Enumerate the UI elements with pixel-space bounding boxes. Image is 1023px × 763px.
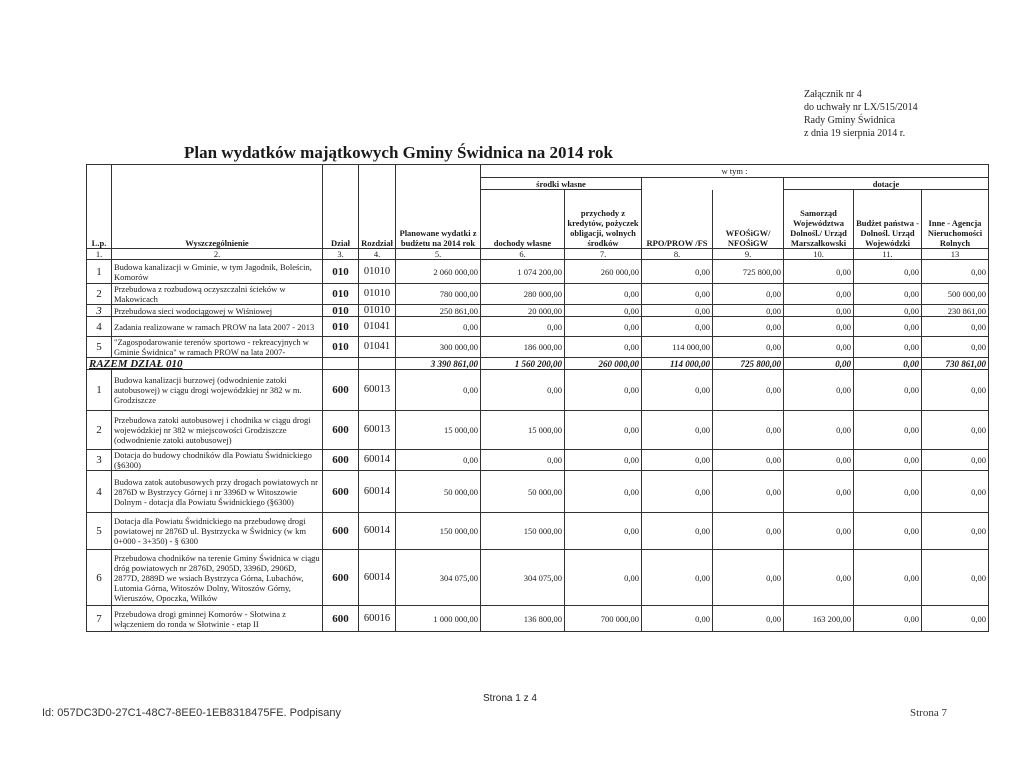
row-description: Zadania realizowane w ramach PROW na lata 2007 - 2013 [112, 317, 323, 337]
table-row [87, 337, 989, 358]
row-description: Budowa zatok autobusowych przy drogach powiatowych nr 2876D w Bystrzycy Górnej i nr 3396D w Witoszowie Dolnym - dotacja dla Powiatu Świdnickiego (§6300) [112, 471, 323, 513]
budget-table [86, 164, 989, 632]
row-rpo: 114 000,00 [642, 337, 713, 358]
row-plan: 15 000,00 [396, 411, 481, 450]
header-lp: L.p. [87, 165, 112, 249]
header-inne: Inne - Agencja Nieruchomości Rolnych [922, 190, 989, 249]
row-wfos: 0,00 [713, 513, 784, 550]
page-title: Plan wydatków majątkowych Gminy Świdnica na 2014 rok [184, 143, 613, 162]
row-plan: 0,00 [396, 450, 481, 471]
row-rpo: 0,00 [642, 260, 713, 284]
row-wfos: 0,00 [713, 305, 784, 317]
row-przychody: 0,00 [565, 411, 642, 450]
row-dzial: 600 [323, 550, 359, 606]
row-samorzad: 0,00 [784, 337, 854, 358]
header-rozdzial: Rozdział [359, 165, 396, 249]
row-dochody: 186 000,00 [481, 337, 565, 358]
row-dzial: 600 [323, 513, 359, 550]
index-cell: 2. [112, 249, 323, 260]
row-lp: 1 [87, 370, 112, 411]
row-wfos: 0,00 [713, 411, 784, 450]
annex-note [804, 88, 1004, 140]
row-plan: 150 000,00 [396, 513, 481, 550]
row-dochody: 20 000,00 [481, 305, 565, 317]
index-cell: 10. [784, 249, 854, 260]
row-przychody: 700 000,00 [565, 606, 642, 632]
row-inne: 0,00 [922, 450, 989, 471]
row-lp: 4 [87, 317, 112, 337]
row-budzet: 0,00 [854, 411, 922, 450]
row-przychody: 0,00 [565, 284, 642, 305]
row-rozdzial: 01010 [359, 284, 396, 305]
index-cell: 11. [854, 249, 922, 260]
row-inne: 0,00 [922, 370, 989, 411]
row-wfos: 0,00 [713, 317, 784, 337]
row-rozdzial: 60016 [359, 606, 396, 632]
row-description: Przebudowa drogi gminnej Komorów - Słotwina z włączeniem do ronda w Słotwinie - etap II [112, 606, 323, 632]
row-plan: 250 861,00 [396, 305, 481, 317]
index-cell: 4. [359, 249, 396, 260]
annex-line-1: Załącznik nr 4 [804, 89, 862, 100]
row-rozdzial: 60013 [359, 411, 396, 450]
row-samorzad: 163 200,00 [784, 606, 854, 632]
index-cell: 6. [481, 249, 565, 260]
row-budzet: 0,00 [854, 513, 922, 550]
row-dzial: 010 [323, 260, 359, 284]
document-id: Id: 057DC3D0-27C1-48C7-8EE0-1EB8318475FE. Podpisany [42, 707, 342, 719]
header-budzet: Budżet państwa - Dolnośl. Urząd Wojewódzki [854, 190, 922, 249]
row-samorzad: 0,00 [784, 317, 854, 337]
row-description: "Zagospodarowanie terenów sportowo - rekreacyjnych w Gminie Świdnica" w ramach PROW na lata 2007- [112, 337, 323, 358]
row-dochody: 304 075,00 [481, 550, 565, 606]
table-row [87, 513, 989, 550]
header-planowane [396, 165, 481, 249]
row-przychody: 0,00 [565, 317, 642, 337]
row-przychody: 0,00 [565, 337, 642, 358]
row-samorzad: 0,00 [784, 550, 854, 606]
row-lp: 1 [87, 260, 112, 284]
row-description: Budowa kanalizacji w Gminie, w tym Jagodnik, Boleścin, Komorów [112, 260, 323, 284]
page-number-right: Strona 7 [910, 707, 947, 719]
row-description: Przebudowa sieci wodociągowej w Wiśniowej [112, 305, 323, 317]
row-rozdzial: 01010 [359, 305, 396, 317]
razem-group [87, 358, 989, 370]
row-dochody: 0,00 [481, 450, 565, 471]
row-lp: 2 [87, 284, 112, 305]
row-przychody: 0,00 [565, 471, 642, 513]
header-przychody: przychody z kredytów, pożyczek obligacji, wolnych środków [565, 190, 642, 249]
row-wfos: 0,00 [713, 550, 784, 606]
row-lp: 2 [87, 411, 112, 450]
razem-przychody: 260 000,00 [565, 358, 642, 370]
table-row [87, 471, 989, 513]
row-przychody: 0,00 [565, 305, 642, 317]
index-cell: 1. [87, 249, 112, 260]
header-wfos: WFOŚiGW/ NFOŚiGW [713, 190, 784, 249]
row-description: Dotacja dla Powiatu Świdnickiego na przebudowę drogi powiatowej nr 2876D ul. Bystrzycka w Świdnicy (w km 0+000 - 3+350) - § 6300 [112, 513, 323, 550]
razem-samorzad: 0,00 [784, 358, 854, 370]
header-planowane-text: Planowane wydatki z budżetu na 2014 rok [399, 228, 477, 248]
razem-budzet: 0,00 [854, 358, 922, 370]
table-header [87, 165, 989, 249]
row-inne: 0,00 [922, 411, 989, 450]
row-dochody: 136 800,00 [481, 606, 565, 632]
row-samorzad: 0,00 [784, 260, 854, 284]
row-dzial: 600 [323, 411, 359, 450]
page-counter-center: Strona 1 z 4 [483, 693, 537, 704]
row-inne: 0,00 [922, 317, 989, 337]
row-plan: 50 000,00 [396, 471, 481, 513]
row-przychody: 0,00 [565, 550, 642, 606]
header-wyszczegolnienie: Wyszczególnienie [112, 165, 323, 249]
row-samorzad: 0,00 [784, 370, 854, 411]
row-inne: 0,00 [922, 550, 989, 606]
table-row [87, 284, 989, 305]
row-rpo: 0,00 [642, 305, 713, 317]
row-budzet: 0,00 [854, 337, 922, 358]
row-samorzad: 0,00 [784, 450, 854, 471]
row-rozdzial: 60014 [359, 550, 396, 606]
table-row [87, 450, 989, 471]
row-dochody: 150 000,00 [481, 513, 565, 550]
row-samorzad: 0,00 [784, 411, 854, 450]
row-rozdzial: 01010 [359, 260, 396, 284]
row-dochody: 0,00 [481, 317, 565, 337]
row-przychody: 260 000,00 [565, 260, 642, 284]
row-plan: 300 000,00 [396, 337, 481, 358]
row-rozdzial: 60013 [359, 370, 396, 411]
row-lp: 5 [87, 337, 112, 358]
row-rpo: 0,00 [642, 606, 713, 632]
row-rpo: 0,00 [642, 411, 713, 450]
section-600 [87, 370, 989, 632]
row-dzial: 600 [323, 370, 359, 411]
row-description: Dotacja do budowy chodników dla Powiatu Świdnickiego (§6300) [112, 450, 323, 471]
row-samorzad: 0,00 [784, 471, 854, 513]
razem-label: RAZEM DZIAŁ 010 [87, 358, 323, 370]
header-dochody: dochody własne [481, 190, 565, 249]
row-dochody: 280 000,00 [481, 284, 565, 305]
row-lp: 3 [87, 450, 112, 471]
razem-rozdzial [359, 358, 396, 370]
row-inne: 0,00 [922, 260, 989, 284]
row-inne: 0,00 [922, 337, 989, 358]
row-dzial: 600 [323, 606, 359, 632]
row-dochody: 15 000,00 [481, 411, 565, 450]
table-row [87, 370, 989, 411]
header-dzial: Dział [323, 165, 359, 249]
razem-plan: 3 390 861,00 [396, 358, 481, 370]
row-dochody: 0,00 [481, 370, 565, 411]
row-plan: 2 060 000,00 [396, 260, 481, 284]
row-rozdzial: 01041 [359, 317, 396, 337]
row-budzet: 0,00 [854, 305, 922, 317]
row-wfos: 725 800,00 [713, 260, 784, 284]
header-rpo: RPO/PROW /FS [642, 190, 713, 249]
row-plan: 1 000 000,00 [396, 606, 481, 632]
row-samorzad: 0,00 [784, 305, 854, 317]
row-wfos: 0,00 [713, 370, 784, 411]
row-inne: 0,00 [922, 606, 989, 632]
header-samorzad: Samorząd Województwa Dolnośl./ Urząd Marszałkowski [784, 190, 854, 249]
row-budzet: 0,00 [854, 317, 922, 337]
row-inne: 230 861,00 [922, 305, 989, 317]
header-dotacje: dotacje [784, 178, 989, 190]
row-rozdzial: 01041 [359, 337, 396, 358]
row-budzet: 0,00 [854, 606, 922, 632]
index-row-group [87, 249, 989, 260]
row-lp: 5 [87, 513, 112, 550]
row-samorzad: 0,00 [784, 284, 854, 305]
index-cell: 8. [642, 249, 713, 260]
table-row [87, 550, 989, 606]
row-rpo: 0,00 [642, 471, 713, 513]
row-wfos: 0,00 [713, 606, 784, 632]
row-budzet: 0,00 [854, 471, 922, 513]
row-plan: 0,00 [396, 317, 481, 337]
row-rpo: 0,00 [642, 513, 713, 550]
row-budzet: 0,00 [854, 550, 922, 606]
index-cell: 9. [713, 249, 784, 260]
razem-dzial [323, 358, 359, 370]
row-plan: 780 000,00 [396, 284, 481, 305]
row-description: Przebudowa zatoki autobusowej i chodnika w ciągu drogi wojewódzkiej nr 382 w miejscowości Grodziszcze (odwodnienie zatoki autobusowej) [112, 411, 323, 450]
row-wfos: 0,00 [713, 450, 784, 471]
row-dzial: 010 [323, 284, 359, 305]
table-row [87, 606, 989, 632]
row-dzial: 600 [323, 471, 359, 513]
row-wfos: 0,00 [713, 284, 784, 305]
row-inne: 500 000,00 [922, 284, 989, 305]
row-rozdzial: 60014 [359, 450, 396, 471]
table-row [87, 411, 989, 450]
row-przychody: 0,00 [565, 513, 642, 550]
header-empty [642, 178, 784, 190]
index-cell: 5. [396, 249, 481, 260]
row-rpo: 0,00 [642, 284, 713, 305]
index-cell: 7. [565, 249, 642, 260]
index-cell: 3. [323, 249, 359, 260]
annex-line-4: z dnia 19 sierpnia 2014 r. [804, 128, 906, 139]
table-row [87, 305, 989, 317]
annex-line-3: Rady Gminy Świdnica [804, 115, 896, 126]
row-przychody: 0,00 [565, 370, 642, 411]
row-plan: 0,00 [396, 370, 481, 411]
row-samorzad: 0,00 [784, 513, 854, 550]
row-budzet: 0,00 [854, 450, 922, 471]
row-inne: 0,00 [922, 513, 989, 550]
row-dochody: 1 074 200,00 [481, 260, 565, 284]
row-dochody: 50 000,00 [481, 471, 565, 513]
row-lp: 4 [87, 471, 112, 513]
row-dzial: 010 [323, 305, 359, 317]
row-plan: 304 075,00 [396, 550, 481, 606]
row-budzet: 0,00 [854, 284, 922, 305]
row-rozdzial: 60014 [359, 513, 396, 550]
row-description: Przebudowa chodników na terenie Gminy Świdnica w ciągu dróg powiatowych nr 2876D, 2905D, 3396D, 2906D, 2877D, 2889D we wsiach Bystrzyca Górna, Lubachów, Lutomia Górna, Witoszów Dolny, Witoszów Górny, Wieruszów, Opoczka, Wilków [112, 550, 323, 606]
row-budzet: 0,00 [854, 370, 922, 411]
row-rpo: 0,00 [642, 450, 713, 471]
row-rpo: 0,00 [642, 317, 713, 337]
row-description: Budowa kanalizacji burzowej (odwodnienie zatoki autobusowej) w ciągu drogi wojewódzkiej nr 382 w m. Grodziszcze [112, 370, 323, 411]
row-rpo: 0,00 [642, 550, 713, 606]
header-w-tym: w tym : [481, 165, 989, 178]
annex-line-2: do uchwały nr LX/515/2014 [804, 102, 918, 113]
row-budzet: 0,00 [854, 260, 922, 284]
row-dzial: 010 [323, 317, 359, 337]
table-row [87, 260, 989, 284]
razem-inne: 730 861,00 [922, 358, 989, 370]
razem-row [87, 358, 989, 370]
razem-dochody: 1 560 200,00 [481, 358, 565, 370]
razem-rpo: 114 000,00 [642, 358, 713, 370]
row-lp: 7 [87, 606, 112, 632]
row-rozdzial: 60014 [359, 471, 396, 513]
index-row [87, 249, 989, 260]
razem-wfos: 725 800,00 [713, 358, 784, 370]
row-lp: 6 [87, 550, 112, 606]
index-cell: 13 [922, 249, 989, 260]
table-row [87, 317, 989, 337]
row-wfos: 0,00 [713, 471, 784, 513]
header-srodki-wlasne: środki własne [481, 178, 642, 190]
row-rpo: 0,00 [642, 370, 713, 411]
row-przychody: 0,00 [565, 450, 642, 471]
section-010 [87, 260, 989, 358]
row-dzial: 010 [323, 337, 359, 358]
row-dzial: 600 [323, 450, 359, 471]
row-inne: 0,00 [922, 471, 989, 513]
row-description: Przebudowa z rozbudową oczyszczalni ścieków w Makowicach [112, 284, 323, 305]
row-wfos: 0,00 [713, 337, 784, 358]
row-lp: 3 [87, 305, 112, 317]
